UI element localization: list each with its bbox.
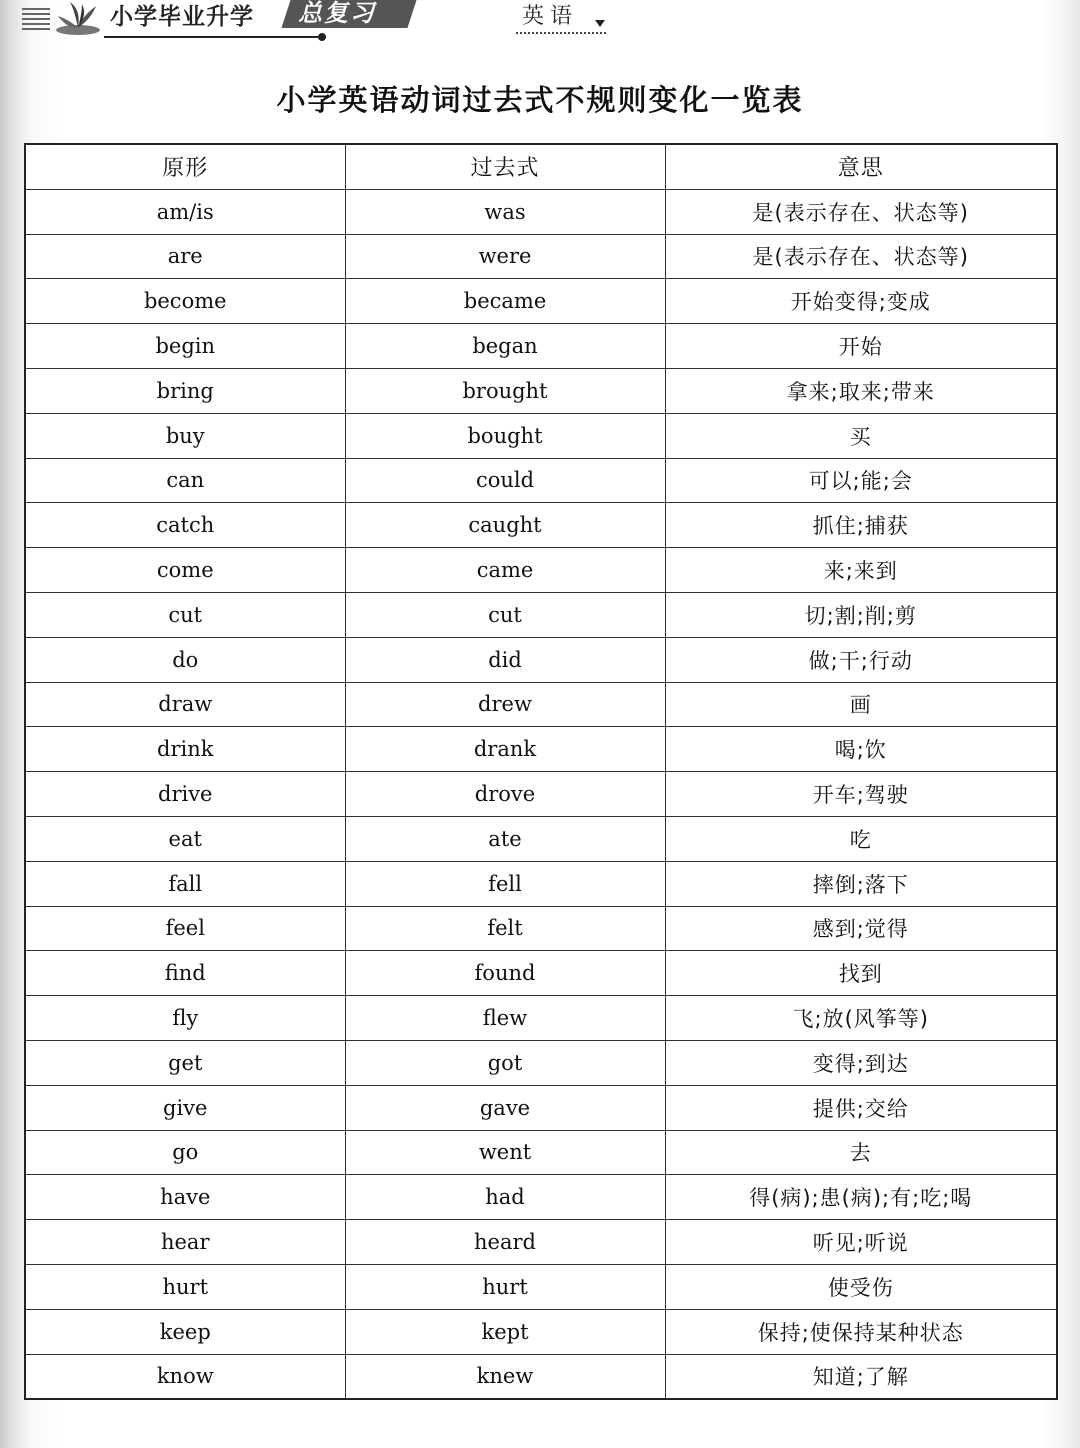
table-row	[25, 816, 1057, 861]
cell-base-form: get	[25, 1040, 345, 1085]
cell-base-form: come	[25, 548, 345, 593]
cell-meaning: 开始	[665, 324, 1057, 369]
cell-base-form: are	[25, 234, 345, 279]
table-row	[25, 682, 1057, 727]
cell-meaning: 画	[665, 682, 1057, 727]
cell-meaning: 抓住;捕获	[665, 503, 1057, 548]
cell-meaning: 拿来;取来;带来	[665, 368, 1057, 413]
table-body	[25, 189, 1057, 1399]
table-row	[25, 1175, 1057, 1220]
cell-base-form: hurt	[25, 1264, 345, 1309]
cell-meaning: 提供;交给	[665, 1085, 1057, 1130]
cell-base-form: bring	[25, 368, 345, 413]
cell-past-tense: began	[345, 324, 665, 369]
cell-meaning: 得(病);患(病);有;吃;喝	[665, 1175, 1057, 1220]
cell-meaning: 喝;饮	[665, 727, 1057, 772]
table-row	[25, 503, 1057, 548]
cell-past-tense: hurt	[345, 1264, 665, 1309]
cell-base-form: fall	[25, 861, 345, 906]
triangle-down-icon	[595, 20, 605, 27]
table-row	[25, 1354, 1057, 1399]
series-tag: 总复习	[298, 0, 376, 27]
table-row	[25, 861, 1057, 906]
cell-base-form: fly	[25, 996, 345, 1041]
table-row	[25, 906, 1057, 951]
cell-meaning: 找到	[665, 951, 1057, 996]
cell-meaning: 可以;能;会	[665, 458, 1057, 503]
cell-past-tense: gave	[345, 1085, 665, 1130]
cell-past-tense: cut	[345, 592, 665, 637]
table-row	[25, 772, 1057, 817]
table-row	[25, 1085, 1057, 1130]
subject-label: 英语	[522, 4, 579, 29]
table-row	[25, 324, 1057, 369]
table-row	[25, 189, 1057, 234]
cell-past-tense: were	[345, 234, 665, 279]
table-row	[25, 1130, 1057, 1175]
cell-meaning: 摔倒;落下	[665, 861, 1057, 906]
cell-base-form: eat	[25, 816, 345, 861]
page-header	[0, 0, 1080, 46]
cell-meaning: 感到;觉得	[665, 906, 1057, 951]
document-title: 小学英语动词过去式不规则变化一览表	[276, 83, 804, 117]
cell-meaning: 切;割;削;剪	[665, 592, 1057, 637]
cell-base-form: go	[25, 1130, 345, 1175]
table-row	[25, 727, 1057, 772]
cell-meaning: 是(表示存在、状态等)	[665, 234, 1057, 279]
cell-past-tense: became	[345, 279, 665, 324]
table-row	[25, 1309, 1057, 1354]
cell-meaning: 买	[665, 413, 1057, 458]
cell-past-tense: went	[345, 1130, 665, 1175]
cell-past-tense: brought	[345, 368, 665, 413]
header-stripes-decoration	[22, 8, 50, 32]
cell-past-tense: felt	[345, 906, 665, 951]
cell-meaning: 听见;听说	[665, 1220, 1057, 1265]
sprout-logo-icon	[52, 0, 104, 36]
cell-base-form: can	[25, 458, 345, 503]
cell-base-form: hear	[25, 1220, 345, 1265]
irregular-verb-table	[24, 143, 1058, 1400]
column-header-past-tense: 过去式	[345, 144, 665, 189]
cell-base-form: drink	[25, 727, 345, 772]
cell-meaning: 来;来到	[665, 548, 1057, 593]
cell-base-form: become	[25, 279, 345, 324]
cell-base-form: begin	[25, 324, 345, 369]
cell-base-form: catch	[25, 503, 345, 548]
cell-meaning: 保持;使保持某种状态	[665, 1309, 1057, 1354]
column-header-base-form: 原形	[25, 144, 345, 189]
table-row	[25, 592, 1057, 637]
cell-past-tense: flew	[345, 996, 665, 1041]
table-row	[25, 637, 1057, 682]
cell-past-tense: drank	[345, 727, 665, 772]
table-row	[25, 1040, 1057, 1085]
cell-past-tense: bought	[345, 413, 665, 458]
cell-past-tense: could	[345, 458, 665, 503]
cell-meaning: 是(表示存在、状态等)	[665, 189, 1057, 234]
cell-meaning: 去	[665, 1130, 1057, 1175]
cell-past-tense: came	[345, 548, 665, 593]
cell-past-tense: knew	[345, 1354, 665, 1399]
cell-meaning: 知道;了解	[665, 1354, 1057, 1399]
cell-base-form: have	[25, 1175, 345, 1220]
table-row	[25, 413, 1057, 458]
header-underline	[104, 36, 324, 38]
cell-base-form: draw	[25, 682, 345, 727]
table-row	[25, 996, 1057, 1041]
cell-meaning: 变得;到达	[665, 1040, 1057, 1085]
table-row	[25, 368, 1057, 413]
cell-past-tense: fell	[345, 861, 665, 906]
table-row	[25, 279, 1057, 324]
cell-base-form: buy	[25, 413, 345, 458]
cell-past-tense: ate	[345, 816, 665, 861]
cell-base-form: keep	[25, 1309, 345, 1354]
cell-past-tense: heard	[345, 1220, 665, 1265]
series-title: 小学毕业升学	[110, 4, 254, 30]
cell-base-form: feel	[25, 906, 345, 951]
cell-base-form: cut	[25, 592, 345, 637]
cell-meaning: 吃	[665, 816, 1057, 861]
cell-past-tense: kept	[345, 1309, 665, 1354]
table-row	[25, 951, 1057, 996]
cell-base-form: am/is	[25, 189, 345, 234]
cell-past-tense: got	[345, 1040, 665, 1085]
table-header-row	[25, 144, 1057, 189]
cell-base-form: give	[25, 1085, 345, 1130]
cell-past-tense: caught	[345, 503, 665, 548]
cell-meaning: 使受伤	[665, 1264, 1057, 1309]
header-underline-dot	[318, 33, 326, 41]
cell-past-tense: drew	[345, 682, 665, 727]
cell-base-form: find	[25, 951, 345, 996]
cell-meaning: 做;干;行动	[665, 637, 1057, 682]
cell-past-tense: was	[345, 189, 665, 234]
table-row	[25, 458, 1057, 503]
table-row	[25, 1264, 1057, 1309]
cell-past-tense: drove	[345, 772, 665, 817]
cell-base-form: do	[25, 637, 345, 682]
column-header-meaning: 意思	[665, 144, 1057, 189]
cell-base-form: drive	[25, 772, 345, 817]
cell-past-tense: did	[345, 637, 665, 682]
cell-base-form: know	[25, 1354, 345, 1399]
cell-meaning: 开车;驾驶	[665, 772, 1057, 817]
cell-past-tense: had	[345, 1175, 665, 1220]
cell-past-tense: found	[345, 951, 665, 996]
table-row	[25, 234, 1057, 279]
subject-dotted-underline	[516, 32, 606, 34]
table-row	[25, 548, 1057, 593]
cell-meaning: 飞;放(风筝等)	[665, 996, 1057, 1041]
cell-meaning: 开始变得;变成	[665, 279, 1057, 324]
table-row	[25, 1220, 1057, 1265]
